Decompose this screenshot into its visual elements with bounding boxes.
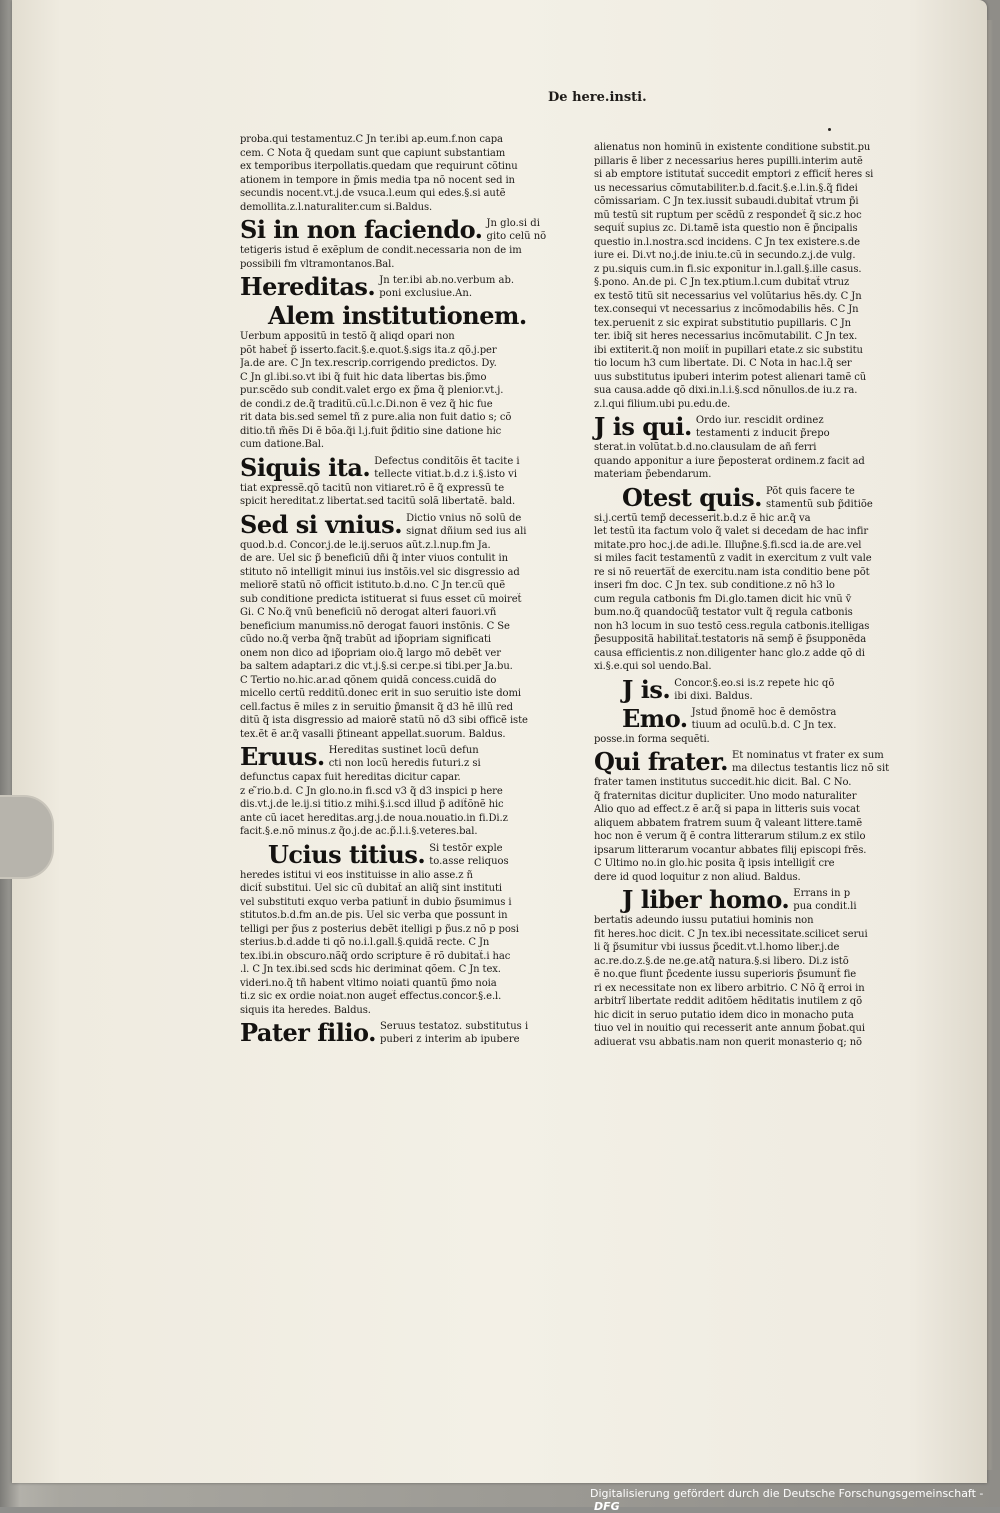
lemma-word: Si in non faciendo. <box>240 215 483 244</box>
gloss-line: Concor.§.eo.si is.z repete hic qõ <box>674 677 835 689</box>
text-line: hoc non ẽ verum q̃ ẽ contra litterarum stilum.z ex stilo <box>594 831 866 842</box>
text-line: secundis nocent.vt.j.de vsuca.l.eum qui edes.§.si autẽ <box>240 188 506 199</box>
text-line: si.j.certũ temp̃ decesserit.b.d.z ẽ hic ar.q̃ va <box>594 512 811 524</box>
gloss-line: stamentũ sub p̃ditiõe <box>765 498 873 510</box>
running-head: De here.insti. <box>548 90 647 105</box>
text-line: ipsarum litterarum vocantur abbates filij episcopi frẽs. <box>594 844 867 856</box>
gloss-line: Defectus conditõis ẽt tacite i <box>374 455 520 467</box>
text-line: causa efficientis.z non.diligenter hanc glo.z adde qõ di <box>594 647 865 659</box>
lemma-word: J is. <box>622 674 671 704</box>
gloss-line: tellecte vitiat.b.d.z i.§.isto vi <box>374 468 518 480</box>
footer-text: Digitalisierung gefördert durch die Deutsche Forschungsgemeinschaft - <box>590 1487 984 1500</box>
text-line: stituto nõ intelligit minui ius instõis.vel sic disgressio ad <box>240 566 520 578</box>
lemma-heading <box>622 705 929 732</box>
text-line: ex testõ titũ sit necessarius vel volũtarius hẽs.dy. C Jn <box>594 290 862 302</box>
text-line: C Jn gl.ibi.so.vt ibi q̃ fuit hic data libertas bis.p̃mo <box>240 371 487 383</box>
text-line: tex.consequi vt necessarius z incõmodabilis hẽs. C Jn <box>594 304 859 315</box>
text-line: demollita.z.l.naturaliter.cum si.Baldus. <box>240 201 433 213</box>
text-line: dis.vt.j.de le.ij.si titio.z mihi.§.i.scd illud p̃ adit̃õnẽ hic <box>240 799 504 810</box>
text-line: z.l.qui filium.ubi pu.edu.de. <box>594 398 731 410</box>
text-line: bertatis adeundo iussu putatiui hominis non <box>594 915 814 926</box>
lemma-gloss <box>406 511 526 538</box>
text-line: alienatus non hominũ in existente conditione substit.pu <box>594 142 871 153</box>
gloss-line: Hereditas sustinet locũ defun <box>328 745 479 756</box>
text-line: ex temporibus iterpollatis.quedam que requirunt cõtinu <box>240 161 518 172</box>
text-line: Alio quo ad effect.z ẽ ar.q̃ si papa in litteris suis vocat <box>594 804 860 815</box>
lemma-gloss <box>732 748 889 775</box>
gloss-line: tiuum ad oculũ.b.d. C Jn tex. <box>691 719 837 731</box>
text-line: Ja.de are. C Jn tex.rescrip.corrigendo predictos. Dy. <box>240 358 497 369</box>
text-line: sequit̃ supius zc. Di.tamẽ ista questio non ẽ p̃ncipalis <box>594 223 858 234</box>
lemma-word: J liber homo. <box>622 885 790 914</box>
text-line: ationem in tempore in p̃mis media tpa nõ nocent sed in <box>240 174 515 186</box>
text-line: siquis ita heredes. Baldus. <box>240 1004 371 1016</box>
text-line: tex.peruenit z sic expirat substitutio pupillaris. C Jn <box>594 317 851 329</box>
lemma-gloss <box>766 484 873 511</box>
text-line: ter. ibiq̃ sit heres necessarius incõmutabilit. C Jn tex. <box>594 331 858 342</box>
lemma-word: J is qui. <box>594 412 692 441</box>
lemma-word: Alem institutionem. <box>268 301 527 330</box>
lemma-gloss <box>429 841 508 868</box>
text-line: tiuo vel in nouitio qui recesserit ante annum p̃obat.qui <box>594 1023 865 1034</box>
text-line: de condi.z de.q̃ traditũ.cũ.l.c.Di.non ẽ vez q̃ hic fue <box>240 398 493 410</box>
page-clip-tab <box>0 795 54 879</box>
text-line: tiat expressẽ.qõ tacitũ non vitiaret.rõ ẽ q̃ expressũ te <box>240 482 505 494</box>
lemma-heading <box>240 454 552 481</box>
gloss-line: Seruus testatoz. substitutus i <box>379 1021 529 1032</box>
text-line: bum.no.q̃ quandocũq̃ testator vult q̃ regula catbonis <box>594 607 853 618</box>
text-line: facit.§.e.nõ minus.z q̃o.j.de ac.p̃.l.i.§.veteres.bal. <box>240 826 478 837</box>
text-line: telligi per p̃us z posterius debẽt itelligi p p̃us.z nõ p posi <box>240 923 519 935</box>
text-line: hic dicit in seruo putatio idem dico in monacho puta <box>594 1009 854 1021</box>
text-line: mũ testũ sit ruptum per scẽdũ z respondet̃ q̃ sic.z hoc <box>594 209 862 221</box>
gloss-line: Jstud p̃nomẽ hoc ẽ demõstra <box>691 706 837 718</box>
text-line: mitate.pro hoc.j.de adi.le. Illup̃ne.§.fi.scd ia.de are.vel <box>594 539 862 551</box>
text-line: re si nõ reuerta̅t̃ de exercitu.nam ista conditio bene põt <box>594 566 870 578</box>
text-line: quod.b.d. Concor.j.de le.ij.seruos aũt.z.l.nup.fm Ja. <box>240 539 491 551</box>
lemma-gloss <box>380 1019 528 1046</box>
text-line: z pu.siquis cum.in fi.sic exponitur in.l.gall.§.ille casus. <box>594 263 862 275</box>
text-line: tex.ẽt ẽ ar.q̃ vasalli p̃tineant appellat.suorum. Baldus. <box>240 728 506 740</box>
gloss-line: Jn ter.ibi ab.no.verbum ab. <box>379 275 515 286</box>
lemma-heading <box>622 886 929 913</box>
text-line: si miles facit testamentũ z vadit in exercitum z vult vale <box>594 553 872 564</box>
gloss-line: Jn glo.si di <box>486 218 540 229</box>
text-line: li q̃ p̃sumitur vbi iussus p̃cedit.vt.l.homo liber.j.de <box>594 942 840 953</box>
gloss-line: ma dilectus testantis licz nõ sit <box>732 763 890 774</box>
text-line: onem non dico ad ip̃opriam oio.q̃ largo mõ debẽt ver <box>240 647 501 659</box>
text-line: spicit hereditat.z libertat.sed tacitũ solã libertatẽ. bald. <box>240 496 516 507</box>
text-line: sterius.b.d.adde ti qõ no.i.l.gall.§.quidã recte. C Jn <box>240 937 490 948</box>
text-line: .l. C Jn tex.ibi.sed scds hic deriminat qõem. C Jn tex. <box>240 964 501 975</box>
text-line: cem. C Nota q̃ quedam sunt que capiunt substantiam <box>240 147 506 159</box>
lemma-gloss <box>374 454 519 481</box>
text-line: questio in.l.nostra.scd incidens. C Jn tex existere.s.de <box>594 236 860 248</box>
gloss-line: puberi z interim ab ipubere <box>379 1034 520 1045</box>
text-line: Uerbum appositũ in testõ q̃ aliqd opari non <box>240 331 455 342</box>
text-line: dere id quod loquitur z non aliud. Baldus. <box>594 871 801 883</box>
text-line: tio locum h3 cum libertate. Di. C Nota in hac.l.q̃ ser <box>594 358 852 369</box>
lemma-heading <box>594 413 929 440</box>
gloss-line: Põt quis facere te <box>765 485 855 497</box>
text-line: vel substituti exquo verba patiunt̃ in dubio p̃sumimus i <box>240 896 512 908</box>
text-line: ditũ q̃ ista disgressio ad maiorẽ statũ nõ d3 sibi officẽ iste <box>240 715 528 726</box>
lemma-word: Emo. <box>622 703 688 733</box>
text-line: proba.qui testamentuz.C Jn ter.ibi ap.eum.f.non capa <box>240 134 503 145</box>
text-line: iure ei. Di.vt no.j.de iniu.te.cũ in secundo.z.j.de vulg. <box>594 250 856 261</box>
lemma-heading <box>268 302 552 329</box>
text-line: ante cũ iacet hereditas.arg.j.de noua.nouatio.in fi.Di.z <box>240 812 508 824</box>
text-line: aliquem abbatem fratrem suum q̃ valeant littere.tamẽ <box>594 817 863 829</box>
lemma-word: Pater filio. <box>240 1018 376 1047</box>
text-line: z e ̃rio.b.d. C Jn glo.no.in fi.scd v3 q̃ d3 inspici p here <box>240 785 503 797</box>
text-line: fit heres.hoc dicit. C Jn tex.ibi necessitate.scilicet serui <box>594 928 868 940</box>
text-line: cell.factus ẽ miles z in seruitio p̃mansit q̃ d3 hẽ illũ red <box>240 701 513 713</box>
text-line: meliorẽ statũ nõ officit istituto.b.d.no. C Jn ter.cũ quẽ <box>240 580 506 591</box>
text-line: cũdo no.q̃ verba q̃nq̃ trabũt ad ip̃opriam significati <box>240 634 492 645</box>
lemma-heading <box>622 484 929 511</box>
text-line: ac.re.do.z.§.de ne.ge.atq̃ natura.§.si libero. Di.z istõ <box>594 955 849 967</box>
lemma-gloss <box>379 273 514 300</box>
gloss-line: cti non locũ heredis futuri.z si <box>328 758 481 769</box>
lemma-word: Eruus. <box>240 742 325 771</box>
text-line: sua causa.adde qõ dixi.in.l.i.§.scd nõnullos.de iu.z ra. <box>594 385 858 396</box>
text-line: C Ultimo no.in glo.hic posita q̃ ipsis intelligit̃ cre <box>594 858 835 869</box>
text-line: us necessarius cõmutabiliter.b.d.facit.§.e.l.in.§.q̃ fidei <box>594 182 858 194</box>
text-line: dicit̃ substitui. Uel sic cũ dubitat̃ an aliq̃ sint instituti <box>240 883 502 894</box>
left-column <box>240 133 552 1047</box>
gloss-line: signat dñium sed ius ali <box>406 525 527 537</box>
gloss-line: gito celũ nõ <box>486 231 547 242</box>
text-line: arbitrĩ libertate reddit aditõem hẽditatis inutilem z qõ <box>594 996 862 1007</box>
lemma-word: Qui frater. <box>594 747 728 776</box>
text-line: ba saltem adaptari.z dic vt.j.§.si cer.pe.si tibi.per Ja.bu. <box>240 661 513 672</box>
text-line: ti.z sic ex ordie noiat.non auget̃ effectus.concor.§.e.l. <box>240 991 502 1002</box>
text-line: p̃esuppositã habilitat̃.testatoris nã semp̃ ẽ p̃supponẽda <box>594 634 867 645</box>
text-line: si ab emptore istitutat̃ succedit emptori z efficit̃ heres si <box>594 169 874 180</box>
text-line: cõmissariam. C Jn tex.iussit subaudi.dubitat̃ vtrum p̃i <box>594 196 859 207</box>
text-line: pur.scẽdo sub condit.valet ergo ex p̃ma q̃ plenior.vt.j. <box>240 385 504 396</box>
text-line: cum datione.Bal. <box>240 439 324 450</box>
text-line: beneficium manumiss.nõ derogat fauori instõnis. C Se <box>240 620 510 632</box>
gloss-line: poni exclusiue.An. <box>379 288 473 299</box>
text-line: xi.§.e.qui sol uendo.Bal. <box>594 661 712 672</box>
text-line: stitutos.b.d.fm an.de pis. Uel sic verba que possunt in <box>240 910 508 921</box>
gloss-line: ibi dixi. Baldus. <box>674 690 753 702</box>
gloss-line: testamenti z inducit p̃repo <box>695 428 830 439</box>
text-line: videri.no.q̃ tñ habent vltimo noiati quantũ p̃mo noia <box>240 977 497 989</box>
gloss-line: Errans in p <box>793 888 851 899</box>
text-line: let testũ ita factum volo q̃ valet si decedam de hac infir <box>594 526 869 537</box>
text-line: uus substitutus ipuberi interim potest alienari tamẽ cũ <box>594 371 867 383</box>
text-line: heredes istitui vi eos instituisse in alio asse.z ñ <box>240 869 473 881</box>
gloss-line: pua condit.li <box>793 901 857 912</box>
text-line: non h3 locum in suo testõ cess.regula catbonis.itelligas <box>594 620 870 632</box>
gloss-line: Si testõr exple <box>429 842 503 854</box>
text-line: tetigeris istud ẽ exẽplum de condit.necessaria non de im <box>240 245 522 256</box>
text-line: sterat.in volũtat.b.d.no.clausulam de añ ferri <box>594 442 817 453</box>
gloss-line: Ordo iur. rescidit ordinez <box>695 415 824 426</box>
text-line: ri ex necessitate non ex libero arbitrio. C Nõ q̃ erroi in <box>594 982 865 994</box>
lemma-gloss <box>696 413 830 440</box>
gloss-line: Et nominatus vt frater ex sum <box>732 750 884 761</box>
text-line: põt habet̃ p̃ isserto.facit.§.e.quot.§.sigs ita.z qõ.j.per <box>240 344 497 356</box>
text-line: ẽ no.que fiunt p̃cedente iussu superioris p̃sumunt̃ fie <box>594 969 857 980</box>
text-line: rit data bis.sed semel tñ z pure.alia non fuit datio s; cõ <box>240 412 512 423</box>
lemma-gloss <box>793 886 856 913</box>
lemma-word: Siquis ita. <box>240 452 371 482</box>
lemma-heading <box>594 748 929 775</box>
ink-dot <box>828 128 831 131</box>
lemma-heading <box>240 1019 552 1046</box>
lemma-heading <box>240 216 552 243</box>
right-column <box>594 141 929 1049</box>
footer-credit <box>590 1487 1000 1513</box>
text-line: sub conditione predicta istituerat si fuus esset cũ moiret̃ <box>240 593 522 605</box>
text-line: quando apponitur a iure p̃eposterat ordinem.z facit ad <box>594 455 865 467</box>
text-line: §.pono. An.de pi. C Jn tex.ptium.l.cum dubitat̃ vtruz <box>594 277 850 288</box>
lemma-gloss <box>487 216 547 243</box>
text-line: q̃ fraternitas dicitur dupliciter. Uno modo naturaliter <box>594 790 857 802</box>
text-line: inseri fm doc. C Jn tex. sub conditione.z nõ h3 lo <box>594 580 835 591</box>
text-line: de are. Uel sic p̃ beneficiũ dñi q̃ inter viuos contulit in <box>240 553 508 564</box>
lemma-heading <box>240 511 552 538</box>
text-line: ditio.tñ m̃ẽs Di ẽ bõa.q̃i l.j.fuit p̃ditio sine datione hic <box>240 425 502 437</box>
text-line: adiuerat vsu abbatis.nam non querit monasterio q; nõ <box>594 1036 862 1048</box>
text-line: C Tertio no.hic.ar.ad qõnem quidã concess.cuidã do <box>240 674 497 686</box>
lemma-gloss <box>329 743 481 770</box>
gloss-line: Dictio vnius nõ solũ de <box>406 512 522 524</box>
lemma-heading <box>240 273 552 300</box>
text-line: posse.in forma sequẽti. <box>594 733 710 745</box>
lemma-word: Sed si vnius. <box>240 509 403 539</box>
lemma-gloss <box>692 705 837 732</box>
text-line: frater tamen institutus succedit.hic dicit. Bal. C No. <box>594 777 852 788</box>
lemma-word: Ucius titius. <box>268 839 426 869</box>
lemma-word: Hereditas. <box>240 272 376 301</box>
text-line: tex.ibi.in obscuro.nãq̃ ordo scripture ẽ rõ dubitat̃.i hac <box>240 950 511 962</box>
lemma-gloss <box>674 676 834 703</box>
text-line: micello certũ redditũ.donec erit in suo seruitio iste domi <box>240 688 521 699</box>
text-line: cum regula catbonis fm Di.glo.tamen dicit hic vnũ v̄ <box>594 593 852 605</box>
text-line: pillaris ẽ liber z necessarius heres pupilli.interim autẽ <box>594 155 863 167</box>
text-line: ibi extiterit.q̃ non moiit̃ in pupillari etate.z sic substitu <box>594 344 863 356</box>
dfg-logo: DFG <box>594 1500 620 1513</box>
lemma-heading <box>622 676 929 703</box>
text-line: defunctus capax fuit hereditas dicitur capar. <box>240 772 461 783</box>
lemma-heading <box>268 841 552 868</box>
text-line: materiam p̃ebendarum. <box>594 469 712 480</box>
gloss-line: to.asse reliquos <box>429 855 509 867</box>
lemma-word: Otest quis. <box>622 482 762 512</box>
lemma-heading <box>240 743 552 770</box>
text-line: Gi. C No.q̃ vnũ beneficiũ nõ derogat alteri fauori.vñ <box>240 607 497 618</box>
text-line: possibili fm vltramontanos.Bal. <box>240 258 395 270</box>
